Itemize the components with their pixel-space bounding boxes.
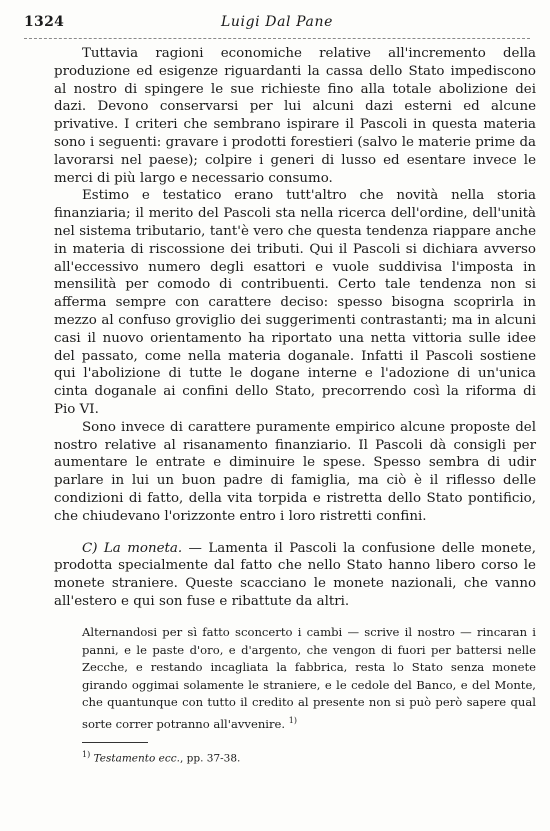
header-rule — [24, 38, 530, 39]
paragraph: Sono invece di carattere puramente empirico alcune proposte del nostro relative al risanamento finanziario. Il Pascoli dà consigli per aumentare le entrate e diminuire le spese. Spesso sembra di udir parlare in lui un buon padre di famiglia, ma ciò è il riflesso delle condizioni di fatto, della vita torpida e ristretta dello Stato pontificio, che chiudevano l'orizzonte entro i loro ristretti confini. — [54, 419, 536, 524]
block-quote — [82, 624, 536, 733]
footnote-mark: 1) — [82, 750, 91, 759]
footnote-rule — [82, 742, 148, 743]
section-text: — Lamenta il Pascoli la confusione delle monete, prodotta specialmente dal fatto che nello Stato hanno libero corso le monete straniere. Queste scacciano le monete nazionali, che vanno all'estero e qui son fuse e ribattute da altri. — [54, 540, 536, 609]
section-paragraph — [54, 540, 536, 611]
main-text — [54, 45, 536, 611]
page-number: 1324 — [24, 14, 65, 30]
quote-paragraph — [82, 624, 536, 733]
section-moneta — [54, 540, 536, 611]
section-label: C) La moneta. — [82, 540, 183, 556]
running-title: Luigi Dal Pane — [220, 14, 334, 30]
page-header — [24, 14, 530, 36]
footnote-ref: 1) — [288, 715, 297, 725]
quote-text: Alternandosi per sì fatto sconcerto i cambi — scrive il nostro — rincaran i panni, e le paste d'oro, e d'argento, che vengon di fuori per battersi nelle Zecche, e restando incagliata la fabbrica, resta lo Stato senza monete girando oggimai solamente le straniere, e le cedole del Banco, e del Monte, che quantunque con tutto il credito al presente non si può però sapere qual sorte correr potranno all'avvenire. — [82, 625, 536, 731]
footnote-title: Testamento ecc. — [93, 752, 180, 765]
footnote — [82, 750, 240, 765]
paragraph: Estimo e testatico erano tutt'altro che novità nella storia finanziaria; il merito del Pascoli sta nella ricerca dell'ordine, dell'unità nel sistema tributario, tant'è vero che questa tendenza riappare anche in materia di riscossione dei tributi. Qui il Pascoli si dichiara avverso all'eccessivo numero degli esattori e vuole suddivisa l'imposta in mensilità per comodo di contribuenti. Certo tale tendenza non si afferma sempre con carattere deciso: spesso bisogna scoprirla in mezzo al confuso groviglio dei suggerimenti contrastanti; ma in alcuni casi il nuovo orientamento ha riportato una netta vittoria sulle idee del passato, come nella materia doganale. Infatti il Pascoli sostiene qui l'abolizione di tutte le dogane interne e l'adozione di un'unica cinta doganale ai confini dello Stato, precorrendo così la riforma di Pio VI. — [54, 188, 536, 417]
footnote-pages: , pp. 37-38. — [179, 752, 241, 765]
paragraph: Tuttavia ragioni economiche relative all'incremento della produzione ed esigenze riguardanti la cassa dello Stato impediscono al nostro di spingere le sue richieste fino alla totale abolizione dei dazi. Devono conservarsi per lui alcuni dazi esterni ed alcune privative. I criteri che sembrano ispirare il Pascoli in questa materia sono i seguenti: gravare i prodotti forestieri (salvo le materie prime da lavorarsi nel paese); colpire i generi di lusso ed esentare invece le merci di più largo e necessario consumo. — [54, 46, 536, 186]
